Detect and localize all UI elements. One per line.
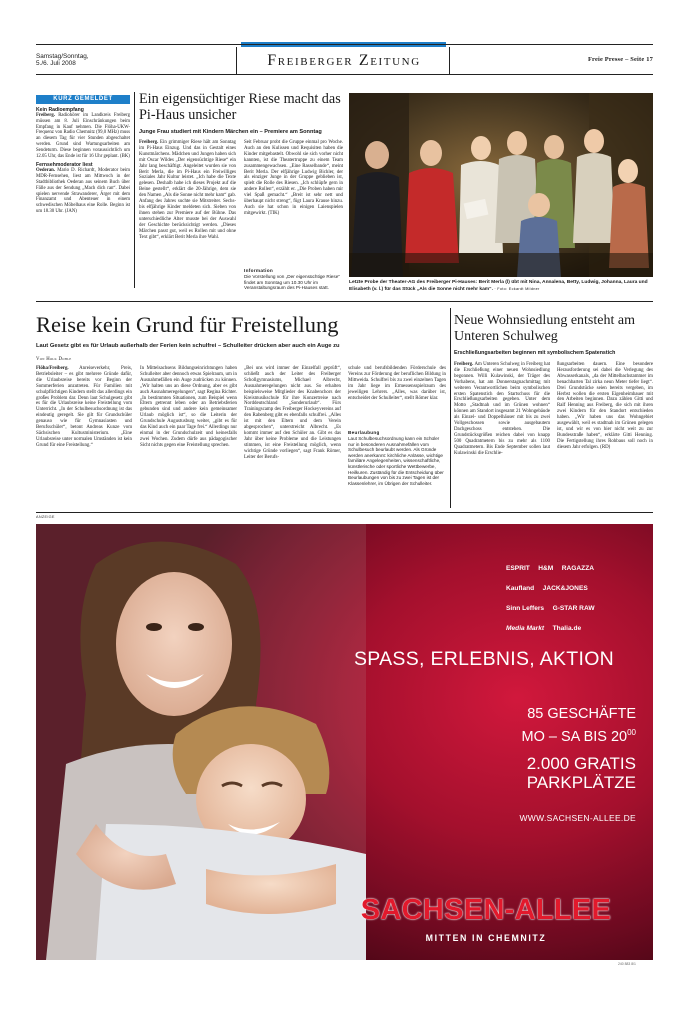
wohn-body-1: Am Unteren Schulweg in Freiberg hat die Erschließung einer neuen Wohnsiedlung begonnen. Willi Kulawinski, der Träger des Vorhabens, hat am Donnerstagnachmittag mit weiteren Verantwortlichen beim symbolischen ersten Spatenstich den Startschuss für die Erschließungsarbeiten gegeben. Unter dem Motto „Stadtnah und im Grünen wohnen“ können am Standort insgesamt 21 Wohngebäude als Einzel- und Doppelhäuser mit bis zu zwei Vollgeschossen sowie ausgebautem Dachgeschoss entstehen. Die Grundstücksgrößen reichen dabei von knapp 500 Quadratmetern bis zu mehr als 1100 Quadratmetern. Bis Ende September sollen laut Kulawinski die Erschlie-: [454, 362, 550, 456]
ad-opening-sup: 00: [627, 727, 636, 737]
column-divider: [134, 92, 135, 288]
reise-subline: Laut Gesetz gibt es für Urlaub außerhalb der Ferien kein schulfrei – Schulleiter drücken aber auch ein Auge zu: [36, 343, 340, 349]
ad-parking-line1: 2.000 GRATIS: [526, 754, 636, 773]
issue-date: [36, 53, 89, 68]
kurz-gemeldet-column: [36, 107, 130, 215]
reise-text-3: „Bei uns wird immer der Einzelfall geprüft“, schließt auch der Leiter des Freiberger Schollgymnasiums, Michael Albrecht, Ausnahmeregelungen nicht aus. So erhalten beispielsweise Mitglieder des Knabenchors der Kreismusikschule für ihre Konzertreise nach Norddeutschland „Sonderurlaub“. Fürs Trainingscamp des Freiberger Hockeyvereins auf den Rabenberg gibt es ebenfalls schulfrei. „Alles ist mit den Eltern und dem Verein abgesprochen“, unterstreicht Albrecht. „Es kommt immer auf den Schüler an. Gibt es das Jahr über keine Probleme und die Leistungen stimmen, ist eine Freistellung möglich, wenn wichtige Gründe vorliegen“, sagt Frank Römer, Leiter der Berufs-: [244, 366, 341, 460]
wohn-text-2: ßungsarbeiten dauern. Eine besondere Herausforderung sei dabei die Verlegung des Abwasserkanals, „da der Mittelbachstammer im benachbarten Tal zirka neun Meter tiefer liegt“. Drei Grundstücke seien bereits vergeben, im Herbst wollen die ersten Eigenheimbauer mit den Arbeiten beginnen. Dazu zählen Gitti und Ralf Henning aus Freiberg, die sich mit ihren zwei Kindern für den Standort entschieden haben. „Wir haben uns das Wohngebiet ausgewählt, weil es stadtnah im Grünen gelegen ist, und wir es von hier nicht weit zu zur Bundesstraße haben“, erklärte Gitti Henning. Die Fertigstellung ihres Rohbaus soll noch in diesem Jahr erfolgen. (RD): [557, 362, 653, 450]
riese-text-2: Seit Februar probt die Gruppe einmal pro Woche. Auch an den Kulissen und Requisiten haben die Kinder mitgebastelt. Obwohl sie sich vorher nicht kannten, ist die Theatertruppe zu einem Team zusammengewachsen. „Eine Rasselbande“, meint Berit Merla. Der elfjährige Ludwig Bichler, der als einziger Junge in der Gruppe geblieben ist, spielt die Rolle des Riesen. „Ich schlüpfe gern in andere Rollen“, erzählt er. „Die Proben haben mir viel Spaß gemacht.“ „Breit ist sehr nett und überhaupt nicht streng“, fügt Laura Krause hinzu. Auch sie hat schon in einigen Laienspielen mitgewirkt. (TIK): [244, 140, 343, 216]
wohn-lead: Freiberg.: [454, 362, 474, 367]
logo-jack-jones: JACK&JONES: [542, 585, 588, 592]
wohn-headline: Neue Wohnsiedlung entsteht am Unteren Schulweg: [454, 313, 635, 344]
brief-text-2: [36, 168, 130, 214]
photo-credit: · Foto: Eckardt Mildner: [494, 287, 540, 291]
retailer-logos: [506, 557, 636, 637]
logo-ragazza: RAGAZZA: [561, 565, 594, 572]
column-divider-2: [450, 308, 451, 508]
wohn-column-1: [454, 362, 550, 458]
riese-headline: Ein eigensüchtiger Riese macht das Pi-Haus unsicher: [139, 91, 341, 123]
header-divider-left: [236, 47, 237, 74]
ad-label: ANZEIGE: [36, 515, 55, 519]
logo-kaufland: Kaufland: [506, 585, 535, 592]
ad-brand-logo: SACHSEN-ALLEE: [360, 894, 612, 926]
logo-sinn-leffers: Sinn Leffers: [506, 605, 545, 612]
logo-hm: H&M: [538, 565, 554, 572]
issue-date-line2: 5./6. Juli 2008: [36, 60, 76, 68]
riese-column-1: [139, 140, 236, 241]
ad-footer-code: 240 883 8/1: [618, 962, 636, 966]
reise-column-1: [36, 366, 132, 450]
riese-lead: Freiberg.: [139, 140, 159, 145]
brief-title-2: Fernsehmoderator liest: [36, 162, 93, 169]
reise-body-1: Anreiseverkehr, Preis, Betriebsleiter – es gibt mehrere Gründe dafür, die Urlaubsreise bereits vor Beginn der Sommerferien anzutreten. Für Familien mit schulpflichtigen Kindern stellt das allerdings ein großes Problem dar. Denn laut Schulgesetz gibt es für die Urlaubsreise keine Freistellung vom Unterricht. „In der Schulbesuchsordnung ist das eindeutig geregelt. Sie gilt für Grundschüler genauso wie für Gymnasiasten und Berufsschüler“, betont Andreas Kunze vom Sächsischen Kultusministerium. „Eine Urlaubsreise unter normalen Umständen ist kein Grund für eine Freistellung.“: [36, 366, 132, 448]
wohn-text-1: [454, 362, 550, 457]
beurlaubung-label: Beurlaubung: [348, 430, 380, 435]
section-rule: [36, 301, 653, 302]
family-photo: [36, 524, 366, 960]
reise-column-3: [244, 366, 341, 462]
reise-headline: Reise kein Grund für Freistellung: [36, 312, 339, 337]
logo-g-star: G-STAR RAW: [552, 605, 595, 612]
brief-lead-1: Freiberg.: [36, 113, 55, 118]
ad-rule: [36, 512, 653, 513]
header-bottom-rule: [36, 74, 653, 75]
logo-media-markt: Media Markt: [506, 625, 545, 632]
reise-column-4: [348, 366, 446, 402]
beurlaubung-text: Laut Schulbesuchsordnung kann ein Schüler nur in besonderen Ausnahmefällen vom Schulbesuch beurlaubt werden. Als Gründe werden anerkannt: kirchliche Anlässe, wichtige familiäre Angelegenheiten, wissenschaftliche, künstlerische oder sportliche Wettbewerbe, Heilkuren. Zuständig für die Entscheidung über Beurlaubungen von bis zu zwei Tagen ist der Klassenlehrer, im Übrigen der Schulleiter.: [348, 436, 444, 486]
ad-shops-count: 85 GESCHÄFTE: [527, 706, 636, 722]
logo-thalia: Thalia.de: [552, 625, 582, 632]
photo-caption-text: Letzte Probe der Theater-AG des Freiberger Pi-Hauses: Berit Merla (l) übt mit Nina, Annalena, Betty, Ludwig, Johanna, Laura und Elisabeth (v. l.) für das Stück „Als die Sonne nicht mehr kam“.: [349, 280, 648, 292]
brief-text-1: [36, 113, 130, 159]
reise-text-2: In Mittelsachsens Bildungseinrichtungen haben Schulleiter aber dennoch etwas Spielraum, um in Ausnahmefällen ein Auge zudrücken zu können. „Wir halten uns an diese Ordnung, aber es gibt auch Ausnahmeregelungen“, sagt Regina Richter. „In bestimmten Situationen, zum Beispiel wenn Eltern getrennt leben oder an Betriebsferien gebunden sind und andere kein gemeinsamer Urlaub möglich ist“, so die Leiterin der Grundschule Augustusburg weiter, „gibt es für das Kind auch ein paar Tage frei.“ Allerdings nur einmal in der Grundschulzeit und keinesfalls zwei Wochen. Zudem dürfe aus pädagogischer Sicht nichts gegen eine Freistellung sprechen.: [140, 366, 237, 448]
ad-parking-line2: PARKPLÄTZE: [526, 772, 636, 792]
riese-column-2: [244, 140, 343, 218]
brief-body-2: Mario D. Richardt, Moderator beim MDR-Fernsehen, liest am Mittwoch in der Stadtbibliothek Oederan aus seinem Buch über Fälle aus der Sendung „Mach dich ran“. Dabei spielen nervende Strawanderer, Ärger mit dem Finanzamt und Abenteuer in einem schwedischen Möbelhaus eine Rolle. Beginn ist um 18.30 Uhr. (JAN): [36, 168, 130, 214]
theater-photo-image: [349, 93, 653, 277]
wohn-column-2: [557, 362, 653, 452]
riese-body-1: Ein grimmiger Riese hält am Sonntag im Pi-Haus Einzug. Und das in Gestalt eines Kunstmärchens. Mädchen und Jungen haben sich mit Oscar Wildes „Der eigensüchtige Riese“ ein Jahr lang beschäftigt. Angeleitet wurden sie von Berit Merla, die im Pi-Haus ein Freiwilliges Soziales Jahr Kultur leistet. „Ich habe die Texte gelesen. Deshalb habe ich dieses Projekt auf die Beine gestellt“, erklärt die 20-Jährige, dem sie den Namen „Als die Sonne nicht mehr kam“ gab. Anfang des Jahres suchte sie Mitstreiter. Sechs- bis elfjährige Kinder meldeten sich. Sieben von ihnen stehen zur Premiere auf der Bühne. Das unterschiedliche Alter musste bei der Auswahl der Geschichte berücksichtigt werden. „Dieses Märchen passt gut, weil es Rollen mit und ohne Text gibt“, erklärt Berit Merla ihre Wahl.: [139, 140, 236, 240]
info-text: Die Vorstellung von „Der eigensüchtige Riese“ findet am Sonntag um 10.30 Uhr im Veranstaltungsraum des Pi-Hauses statt.: [244, 274, 340, 291]
ad-website-link[interactable]: WWW.SACHSEN-ALLEE.DE: [519, 813, 636, 823]
sachsen-allee-advert[interactable]: [36, 524, 653, 960]
reise-byline: Von Holk Dohle: [36, 357, 72, 362]
header-divider-right: [449, 47, 450, 74]
riese-subline: Junge Frau studiert mit Kindern Märchen ein – Premiere am Sonntag: [139, 129, 322, 135]
brief-lead-2: Oederan.: [36, 168, 56, 174]
theater-photo: [349, 93, 653, 277]
reise-text-1: [36, 366, 132, 449]
header-top-rule: [36, 44, 653, 45]
newspaper-title: Freiberger Zeitung: [267, 52, 421, 69]
ad-parking-info: [476, 755, 636, 792]
logo-esprit: ESPRIT: [506, 565, 530, 572]
reise-text-4: schule und berufsbildenden Förderschule des Vereins zur Förderung der beruflichen Bildung in Mittweida. Schulfrei bis zu zwei einzelnen Tagen im Jahr liege im Ermessensspielraum des jeweiligen Lehrers. „Alles, was darüber ist, entscheidet der Schulleiter“, stellt Römer klar.: [348, 366, 446, 401]
issue-date-line1: Samstag/Sonntag,: [36, 53, 89, 60]
ad-opening-text: MO – SA BIS 20: [521, 728, 628, 745]
ad-shops-info: [476, 706, 636, 746]
photo-caption: [349, 280, 653, 293]
brief-body-1: Radiohörer im Landkreis Freiberg müssen am 8. Juli Einschränkungen beim Empfang in Kauf nehmen. Die Flöha-UKW-Frequenz von Radio Chemnitz (99,0 MHz) muss an diesem Tag für vier Stunden abgeschaltet werden. Grund sind Wartungsarbeiten am Sendeturm. Diese beginnen voraussichtlich um 12.05 Uhr, das Ende ist für 16 Uhr geplant. (BK): [36, 113, 130, 159]
page-indicator: Freie Presse – Seite 17: [587, 56, 653, 63]
reise-column-2: [140, 366, 237, 450]
riese-text-1: [139, 140, 236, 240]
ad-headline: SPASS, ERLEBNIS, AKTION: [353, 648, 615, 670]
kurz-gemeldet-label: KURZ GEMELDET: [36, 95, 130, 104]
reise-lead: Flöha/Freiberg.: [36, 366, 69, 371]
wohn-subline: Erschließungsarbeiten beginnen mit symbolischem Spatenstich: [454, 350, 616, 356]
brief-title-1: Kein Radioempfang: [36, 107, 84, 113]
info-label: Information: [244, 268, 274, 273]
ad-tagline: MITTEN IN CHEMNITZ: [425, 933, 547, 943]
ad-opening-hours: [476, 724, 636, 746]
